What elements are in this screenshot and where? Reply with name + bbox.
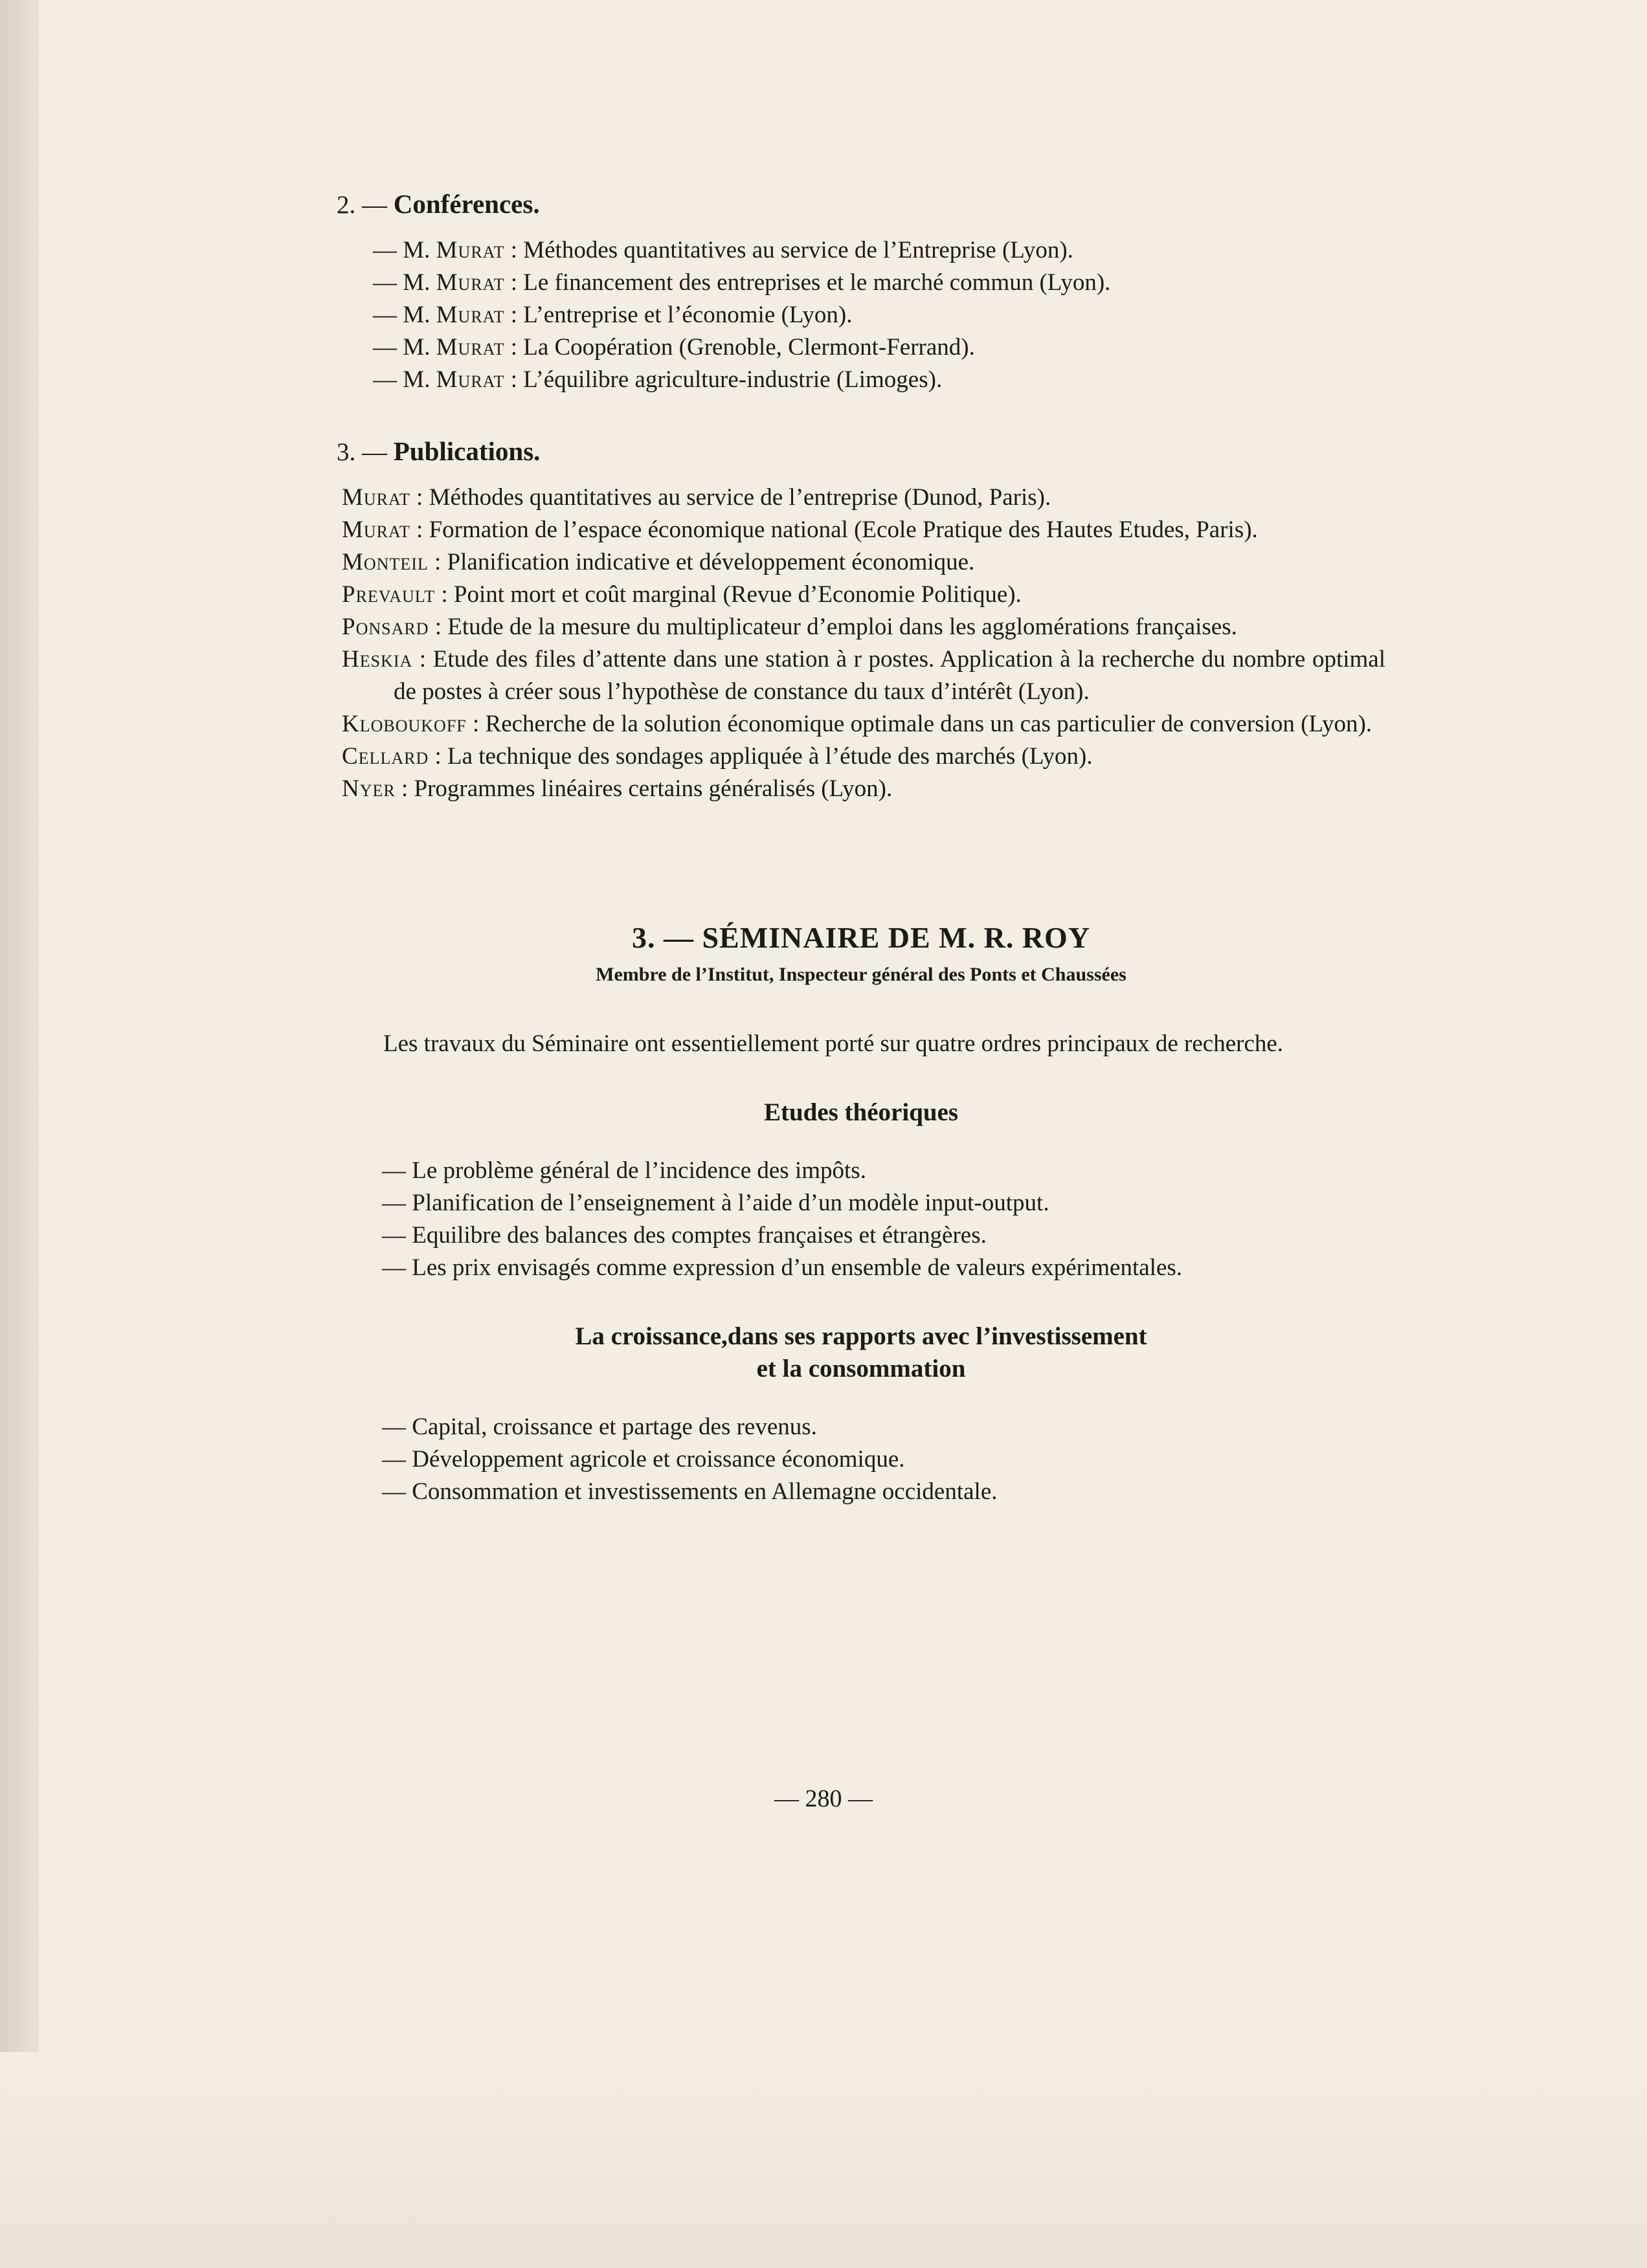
seminar-subtitle: Membre de l’Institut, Inspecteur général des Ponts et Chaussées xyxy=(596,964,1126,985)
growth-list xyxy=(337,1411,1385,1508)
list-item: — Capital, croissance et partage des revenus. xyxy=(382,1414,817,1440)
theory-list xyxy=(337,1155,1385,1284)
list-item: — M. Murat : La Coopération (Grenoble, Clermont-Ferrand). xyxy=(373,334,975,361)
section-publications-heading xyxy=(337,435,1385,469)
growth-heading-line-2: et la consommation xyxy=(756,1355,966,1383)
page-number: — 280 — xyxy=(774,1785,873,1812)
list-item: Murat : Méthodes quantitatives au service de l’entreprise (Dunod, Paris). xyxy=(342,484,1051,511)
list-item: — M. Murat : Méthodes quantitatives au service de l’Entreprise (Lyon). xyxy=(373,237,1073,263)
section-title: Publications. xyxy=(393,436,541,466)
theory-heading: Etudes théoriques xyxy=(763,1098,959,1126)
list-item: — M. Murat : L’équilibre agriculture-industrie (Limoges). xyxy=(373,366,943,393)
list-item: — M. Murat : Le financement des entreprises et le marché commun (Lyon). xyxy=(373,269,1111,296)
growth-heading xyxy=(337,1320,1385,1385)
seminar-title: 3. — SÉMINAIRE DE M. R. ROY xyxy=(631,921,1091,954)
section-title: Conférences. xyxy=(393,189,540,219)
scan-left-edge xyxy=(0,0,39,2268)
list-item: Nyer : Programmes linéaires certains généralisés (Lyon). xyxy=(342,775,893,802)
growth-heading-line-1: La croissance,dans ses rapports avec l’investissement xyxy=(575,1322,1147,1350)
list-item: — Consommation et investissements en Allemagne occidentale. xyxy=(382,1478,998,1505)
section-conferences-heading xyxy=(337,188,1385,221)
list-item: Prevault : Point mort et coût marginal (Revue d’Economie Politique). xyxy=(342,581,1022,608)
list-item: — Planification de l’enseignement à l’aide d’un modèle input-output. xyxy=(382,1190,1049,1216)
list-item: — M. Murat : L’entreprise et l’économie (Lyon). xyxy=(373,302,853,328)
conferences-list xyxy=(337,234,1385,396)
list-item: — Développement agricole et croissance économique. xyxy=(382,1446,905,1473)
section-number: 2. — xyxy=(337,191,387,219)
seminar-intro-paragraph: Les travaux du Séminaire ont essentiellement porté sur quatre ordres principaux de recherche. xyxy=(383,1030,1284,1057)
page-bottom-edge xyxy=(0,2052,1647,2268)
list-item: — Equilibre des balances des comptes françaises et étrangères. xyxy=(382,1222,987,1249)
list-item: Murat : Formation de l’espace économique national (Ecole Pratique des Hautes Etudes, Paris). xyxy=(342,517,1258,543)
list-item: Cellard : La technique des sondages appliquée à l’étude des marchés (Lyon). xyxy=(342,743,1093,770)
list-item: Monteil : Planification indicative et développement économique. xyxy=(342,549,975,575)
list-item: — Les prix envisagés comme expression d’un ensemble de valeurs expérimentales. xyxy=(382,1254,1183,1281)
list-item: Ponsard : Etude de la mesure du multiplicateur d’emploi dans les agglomérations françaises. xyxy=(342,614,1237,640)
page-content xyxy=(337,188,1385,1508)
section-number: 3. — xyxy=(337,438,387,466)
publications-list xyxy=(337,482,1385,805)
list-item: Kloboukoff : Recherche de la solution économique optimale dans un cas particulier de conversion (Lyon). xyxy=(342,711,1372,737)
list-item: — Le problème général de l’incidence des impôts. xyxy=(382,1157,866,1184)
list-item: Heskia : Etude des files d’attente dans une station à r postes. Application à la recherche du nombre optimal de postes à créer sous l’hypothèse de constance du taux d’intérêt (Lyon). xyxy=(342,646,1385,705)
